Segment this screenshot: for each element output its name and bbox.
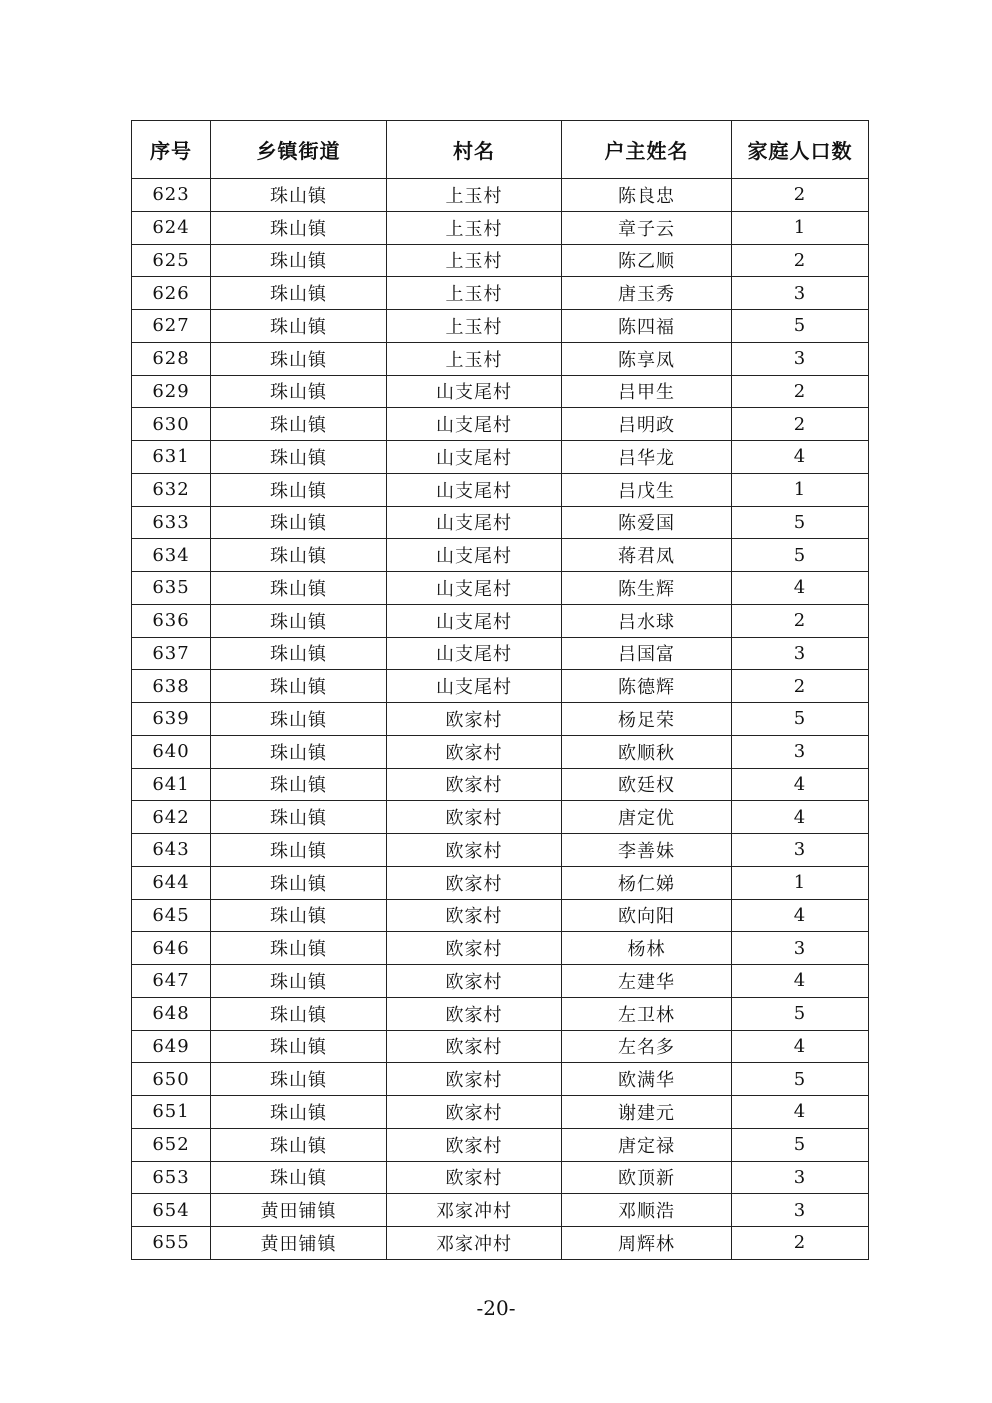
cell-serial-number: 629 — [132, 375, 211, 408]
cell-serial-number: 630 — [132, 408, 211, 441]
table-row — [132, 1096, 869, 1129]
cell-householder-name: 欧顺秋 — [562, 735, 732, 768]
cell-village: 欧家村 — [387, 932, 562, 965]
table-row — [132, 801, 869, 834]
cell-serial-number: 627 — [132, 310, 211, 343]
cell-householder-name: 陈良忠 — [562, 179, 732, 212]
cell-family-size: 4 — [732, 768, 869, 801]
cell-village: 山支尾村 — [387, 539, 562, 572]
cell-householder-name: 吕明政 — [562, 408, 732, 441]
cell-serial-number: 632 — [132, 473, 211, 506]
cell-family-size: 4 — [732, 965, 869, 998]
cell-township: 珠山镇 — [211, 965, 387, 998]
cell-family-size: 2 — [732, 670, 869, 703]
table-row — [132, 244, 869, 277]
cell-serial-number: 626 — [132, 277, 211, 310]
cell-township: 珠山镇 — [211, 572, 387, 605]
cell-village: 山支尾村 — [387, 375, 562, 408]
cell-serial-number: 649 — [132, 1030, 211, 1063]
cell-village: 欧家村 — [387, 768, 562, 801]
cell-village: 欧家村 — [387, 866, 562, 899]
household-table — [131, 120, 869, 1260]
cell-village: 欧家村 — [387, 965, 562, 998]
table-row — [132, 1227, 869, 1260]
cell-family-size: 2 — [732, 179, 869, 212]
cell-township: 珠山镇 — [211, 211, 387, 244]
cell-township: 珠山镇 — [211, 932, 387, 965]
cell-township: 珠山镇 — [211, 179, 387, 212]
header-householder-name: 户主姓名 — [562, 121, 732, 179]
cell-family-size: 4 — [732, 1096, 869, 1129]
cell-serial-number: 623 — [132, 179, 211, 212]
cell-serial-number: 639 — [132, 703, 211, 736]
page-number: -20- — [476, 1296, 516, 1320]
cell-township: 珠山镇 — [211, 310, 387, 343]
cell-family-size: 4 — [732, 801, 869, 834]
cell-householder-name: 邓顺浩 — [562, 1194, 732, 1227]
table-row — [132, 539, 869, 572]
cell-township: 珠山镇 — [211, 899, 387, 932]
table-row — [132, 670, 869, 703]
cell-serial-number: 635 — [132, 572, 211, 605]
cell-family-size: 4 — [732, 441, 869, 474]
table-row — [132, 506, 869, 539]
table-row — [132, 768, 869, 801]
table-row — [132, 899, 869, 932]
cell-family-size: 2 — [732, 604, 869, 637]
cell-village: 上玉村 — [387, 277, 562, 310]
cell-township: 珠山镇 — [211, 342, 387, 375]
cell-township: 珠山镇 — [211, 670, 387, 703]
cell-serial-number: 652 — [132, 1128, 211, 1161]
cell-village: 上玉村 — [387, 310, 562, 343]
cell-householder-name: 欧顶新 — [562, 1161, 732, 1194]
cell-serial-number: 655 — [132, 1227, 211, 1260]
table-row — [132, 310, 869, 343]
table-row — [132, 637, 869, 670]
cell-serial-number: 624 — [132, 211, 211, 244]
cell-householder-name: 杨仁娣 — [562, 866, 732, 899]
cell-village: 欧家村 — [387, 1030, 562, 1063]
cell-village: 邓家冲村 — [387, 1194, 562, 1227]
cell-serial-number: 644 — [132, 866, 211, 899]
cell-village: 山支尾村 — [387, 441, 562, 474]
cell-village: 山支尾村 — [387, 572, 562, 605]
cell-village: 欧家村 — [387, 1161, 562, 1194]
cell-township: 珠山镇 — [211, 866, 387, 899]
table-row — [132, 277, 869, 310]
cell-householder-name: 谢建元 — [562, 1096, 732, 1129]
cell-serial-number: 634 — [132, 539, 211, 572]
table-row — [132, 408, 869, 441]
cell-village: 欧家村 — [387, 1128, 562, 1161]
cell-family-size: 3 — [732, 342, 869, 375]
cell-village: 欧家村 — [387, 899, 562, 932]
table-row — [132, 932, 869, 965]
cell-householder-name: 杨足荣 — [562, 703, 732, 736]
cell-township: 珠山镇 — [211, 1128, 387, 1161]
table-row — [132, 179, 869, 212]
cell-family-size: 5 — [732, 703, 869, 736]
cell-serial-number: 642 — [132, 801, 211, 834]
cell-family-size: 2 — [732, 1227, 869, 1260]
cell-family-size: 3 — [732, 735, 869, 768]
table-body — [132, 179, 869, 1260]
cell-householder-name: 李善妹 — [562, 834, 732, 867]
cell-householder-name: 吕国富 — [562, 637, 732, 670]
cell-serial-number: 645 — [132, 899, 211, 932]
table-row — [132, 1194, 869, 1227]
header-township: 乡镇街道 — [211, 121, 387, 179]
cell-householder-name: 吕水球 — [562, 604, 732, 637]
cell-village: 上玉村 — [387, 179, 562, 212]
cell-township: 珠山镇 — [211, 408, 387, 441]
table-row — [132, 473, 869, 506]
cell-householder-name: 唐定禄 — [562, 1128, 732, 1161]
cell-serial-number: 647 — [132, 965, 211, 998]
cell-householder-name: 蒋君凤 — [562, 539, 732, 572]
cell-serial-number: 646 — [132, 932, 211, 965]
cell-township: 珠山镇 — [211, 539, 387, 572]
cell-township: 珠山镇 — [211, 703, 387, 736]
cell-serial-number: 654 — [132, 1194, 211, 1227]
cell-family-size: 1 — [732, 473, 869, 506]
table-row — [132, 441, 869, 474]
table-row — [132, 211, 869, 244]
cell-village: 山支尾村 — [387, 473, 562, 506]
cell-township: 珠山镇 — [211, 768, 387, 801]
cell-householder-name: 欧廷权 — [562, 768, 732, 801]
cell-township: 珠山镇 — [211, 1161, 387, 1194]
table-row — [132, 1063, 869, 1096]
cell-householder-name: 陈乙顺 — [562, 244, 732, 277]
cell-householder-name: 唐玉秀 — [562, 277, 732, 310]
cell-serial-number: 653 — [132, 1161, 211, 1194]
cell-serial-number: 631 — [132, 441, 211, 474]
cell-householder-name: 左建华 — [562, 965, 732, 998]
cell-township: 珠山镇 — [211, 604, 387, 637]
cell-township: 珠山镇 — [211, 244, 387, 277]
table-row — [132, 604, 869, 637]
table-row — [132, 1030, 869, 1063]
cell-township: 珠山镇 — [211, 1030, 387, 1063]
cell-family-size: 4 — [732, 1030, 869, 1063]
cell-village: 山支尾村 — [387, 408, 562, 441]
header-row — [132, 121, 869, 179]
cell-householder-name: 欧满华 — [562, 1063, 732, 1096]
cell-serial-number: 648 — [132, 997, 211, 1030]
cell-township: 黄田铺镇 — [211, 1227, 387, 1260]
cell-township: 珠山镇 — [211, 375, 387, 408]
cell-township: 珠山镇 — [211, 637, 387, 670]
cell-village: 山支尾村 — [387, 506, 562, 539]
cell-family-size: 5 — [732, 310, 869, 343]
cell-serial-number: 625 — [132, 244, 211, 277]
cell-village: 欧家村 — [387, 1096, 562, 1129]
header-family-size: 家庭人口数 — [732, 121, 869, 179]
cell-village: 山支尾村 — [387, 670, 562, 703]
cell-serial-number: 640 — [132, 735, 211, 768]
header-serial-number: 序号 — [132, 121, 211, 179]
cell-serial-number: 628 — [132, 342, 211, 375]
cell-village: 欧家村 — [387, 735, 562, 768]
cell-family-size: 5 — [732, 1063, 869, 1096]
cell-family-size: 2 — [732, 408, 869, 441]
cell-township: 珠山镇 — [211, 801, 387, 834]
cell-village: 上玉村 — [387, 244, 562, 277]
table-row — [132, 735, 869, 768]
cell-village: 上玉村 — [387, 211, 562, 244]
cell-family-size: 1 — [732, 211, 869, 244]
cell-householder-name: 陈四福 — [562, 310, 732, 343]
table-row — [132, 342, 869, 375]
table-row — [132, 1161, 869, 1194]
cell-village: 山支尾村 — [387, 604, 562, 637]
cell-family-size: 2 — [732, 244, 869, 277]
cell-serial-number: 651 — [132, 1096, 211, 1129]
cell-householder-name: 陈爱国 — [562, 506, 732, 539]
cell-serial-number: 641 — [132, 768, 211, 801]
table-row — [132, 965, 869, 998]
cell-village: 欧家村 — [387, 1063, 562, 1096]
cell-serial-number: 633 — [132, 506, 211, 539]
cell-village: 欧家村 — [387, 834, 562, 867]
table-header — [132, 121, 869, 179]
cell-family-size: 3 — [732, 277, 869, 310]
cell-village: 欧家村 — [387, 801, 562, 834]
cell-township: 珠山镇 — [211, 1096, 387, 1129]
cell-serial-number: 637 — [132, 637, 211, 670]
cell-family-size: 3 — [732, 637, 869, 670]
table-row — [132, 572, 869, 605]
cell-householder-name: 陈德辉 — [562, 670, 732, 703]
header-village: 村名 — [387, 121, 562, 179]
cell-householder-name: 章子云 — [562, 211, 732, 244]
cell-village: 山支尾村 — [387, 637, 562, 670]
cell-family-size: 1 — [732, 866, 869, 899]
cell-family-size: 5 — [732, 997, 869, 1030]
cell-family-size: 3 — [732, 932, 869, 965]
cell-householder-name: 陈享凤 — [562, 342, 732, 375]
cell-householder-name: 陈生辉 — [562, 572, 732, 605]
cell-serial-number: 650 — [132, 1063, 211, 1096]
cell-householder-name: 左名多 — [562, 1030, 732, 1063]
table-row — [132, 866, 869, 899]
table-row — [132, 1128, 869, 1161]
cell-township: 珠山镇 — [211, 1063, 387, 1096]
cell-family-size: 3 — [732, 1194, 869, 1227]
cell-family-size: 5 — [732, 1128, 869, 1161]
table-row — [132, 997, 869, 1030]
cell-householder-name: 唐定优 — [562, 801, 732, 834]
cell-householder-name: 吕华龙 — [562, 441, 732, 474]
cell-serial-number: 638 — [132, 670, 211, 703]
cell-village: 欧家村 — [387, 997, 562, 1030]
cell-householder-name: 左卫林 — [562, 997, 732, 1030]
cell-village: 上玉村 — [387, 342, 562, 375]
cell-serial-number: 636 — [132, 604, 211, 637]
table-row — [132, 375, 869, 408]
cell-township: 珠山镇 — [211, 834, 387, 867]
cell-township: 珠山镇 — [211, 735, 387, 768]
cell-family-size: 3 — [732, 834, 869, 867]
cell-township: 黄田铺镇 — [211, 1194, 387, 1227]
cell-householder-name: 周辉林 — [562, 1227, 732, 1260]
cell-householder-name: 欧向阳 — [562, 899, 732, 932]
cell-family-size: 5 — [732, 506, 869, 539]
cell-township: 珠山镇 — [211, 441, 387, 474]
cell-township: 珠山镇 — [211, 277, 387, 310]
cell-township: 珠山镇 — [211, 997, 387, 1030]
cell-township: 珠山镇 — [211, 473, 387, 506]
cell-family-size: 4 — [732, 899, 869, 932]
cell-family-size: 3 — [732, 1161, 869, 1194]
cell-householder-name: 吕甲生 — [562, 375, 732, 408]
table-row — [132, 703, 869, 736]
cell-family-size: 2 — [732, 375, 869, 408]
table-row — [132, 834, 869, 867]
cell-serial-number: 643 — [132, 834, 211, 867]
cell-family-size: 4 — [732, 572, 869, 605]
cell-village: 邓家冲村 — [387, 1227, 562, 1260]
cell-householder-name: 吕戊生 — [562, 473, 732, 506]
cell-family-size: 5 — [732, 539, 869, 572]
cell-village: 欧家村 — [387, 703, 562, 736]
cell-township: 珠山镇 — [211, 506, 387, 539]
cell-householder-name: 杨林 — [562, 932, 732, 965]
